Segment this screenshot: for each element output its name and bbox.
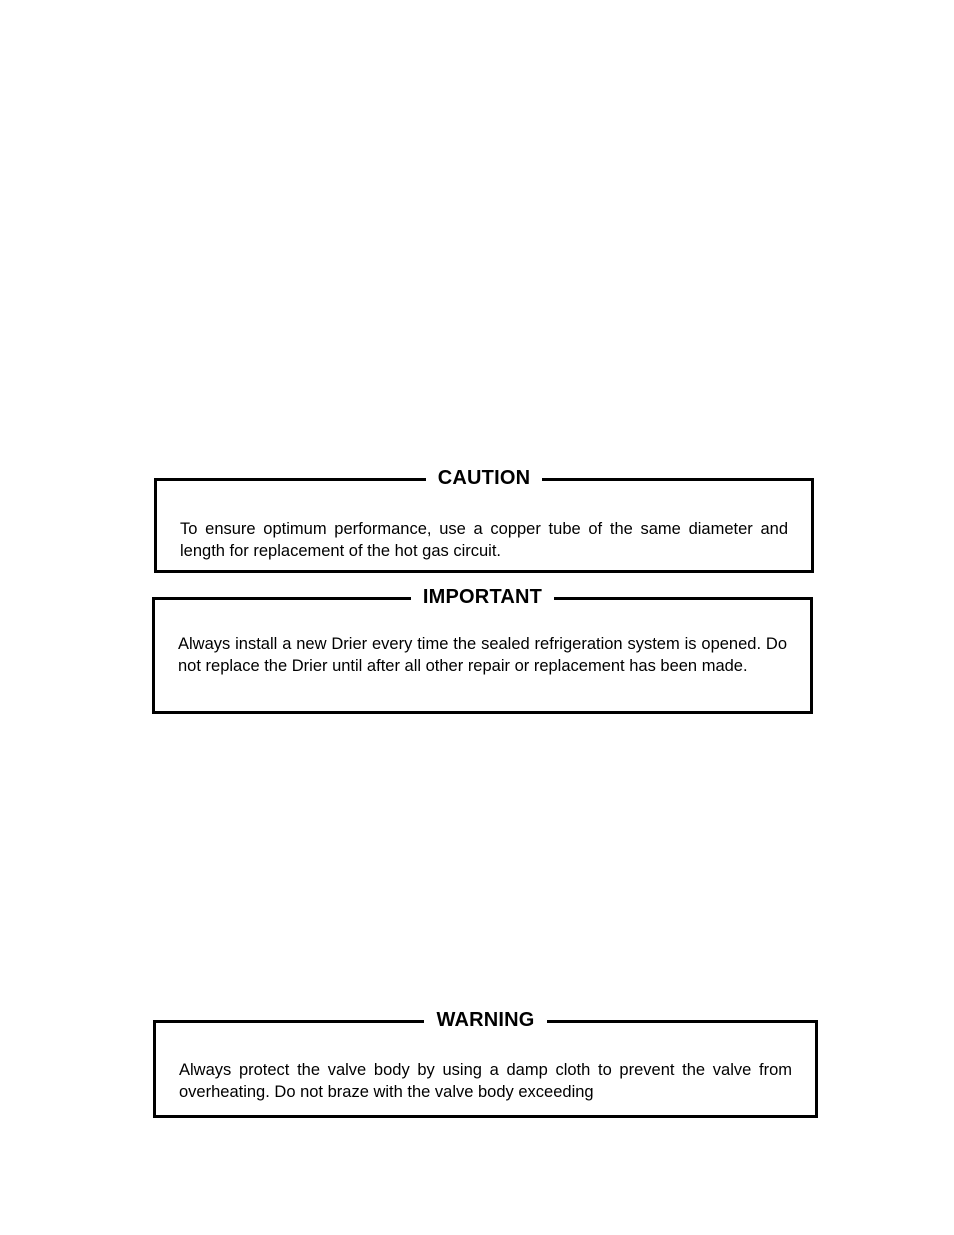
caution-notice [154,467,814,573]
important-notice [152,586,813,714]
warning-title-wrap [156,1009,815,1031]
warning-text: Always protect the valve body by using a damp cloth to prevent the valve from overheating. Do not braze with the valve body exceeding [179,1061,792,1101]
important-title-wrap [155,586,810,608]
warning-notice [153,1009,818,1118]
warning-title: WARNING [424,1009,546,1031]
caution-title-wrap [157,467,811,489]
important-title: IMPORTANT [411,586,554,608]
important-text: Always install a new Drier every time the sealed refrigeration system is opened. Do not replace the Drier until after all other repair or replacement has been made. [178,635,787,675]
caution-text: To ensure optimum performance, use a copper tube of the same diameter and length for replacement of the hot gas circuit. [180,520,788,560]
caution-title: CAUTION [426,467,543,489]
